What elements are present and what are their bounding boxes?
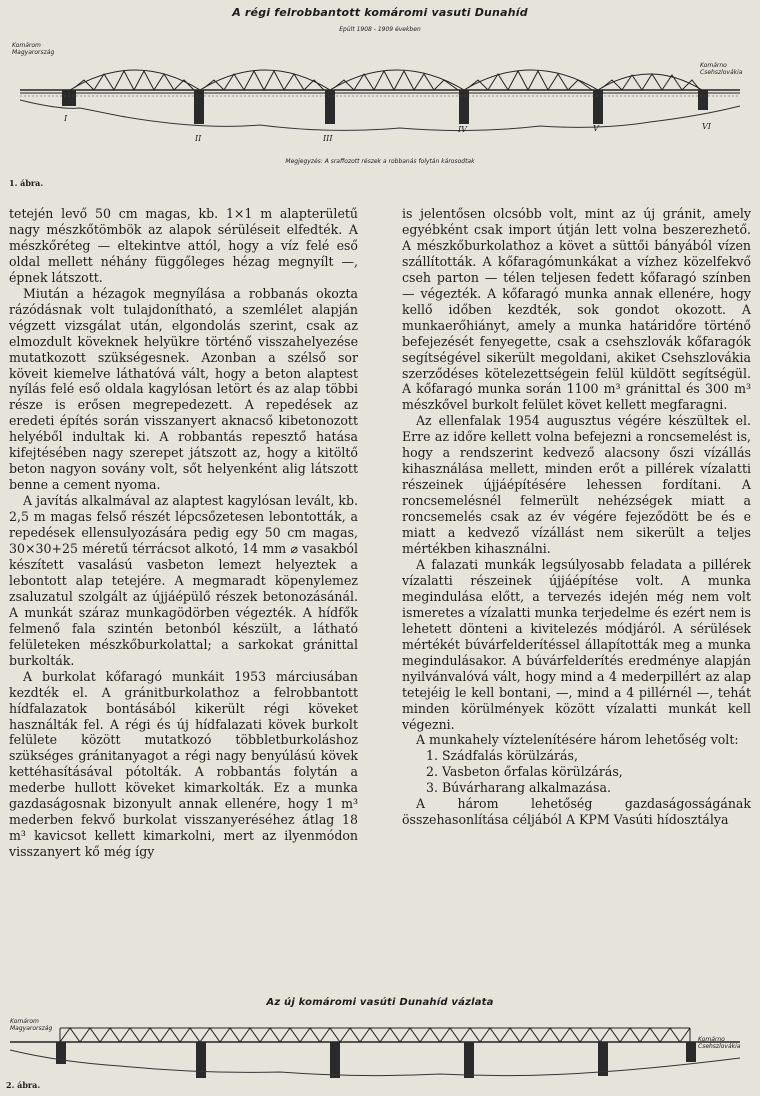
paragraph: is jelentősen olcsóbb volt, mint az új gránit, amely egyébként csak import útján lett volna beszerezhető. A mészkőburkolathoz a követ a süttői bányából vízen szállították. A kőfaragómunkákat a vízhez közelfekvő cseh parton — télen teljesen fedett kőfaragó színben — végezték. A kőfaragó munka annak ellenére, hogy kellő időben kezdték, sok gondot okozott. A munkaerőhiányt, amely a munka határidőre történő befejezését fenyegette, csak a csehszlovák kőfaragók segítségével sikerült megoldani, akiket Csehszlovákia szerződéses kötelezettségein felül küldött segítségül. A kőfaragó munka során 1100 m³ gránittal és 300 m³ mészkővel burkolt felület követ kellett megfaragni. [402,206,751,413]
list-item: 2. Vasbeton őrfalas körülzárás, [426,764,623,780]
left-column [9,206,358,860]
figure2-truss [10,1028,740,1042]
figure1-piers [62,90,708,124]
figure1-note: Megjegyzés: A sraffozott részek a robbanás folytán károsodtak [285,158,475,165]
paragraph: A falazati munkák legsúlyosabb feladata a pillérek vízalatti részeinek újjáépítése volt. A munka megindulása előtt, a tervezés idején még nem volt ismeretes a vízalatti munka terjedelme és ezért nem is lehetett dönteni a kivitelezés módjáról. A sérülések mértékét búvárfelderítéssel állapították meg a munka megindulásakor. A búvárfelderítés eredménye alapján nyilvánvalóvá vált, hogy mind a 4 mederpillért az alap tetejéig le kell bontani, —, mind a 4 pillérnél —, tehát minden körülmények között vízalatti munkát kell végezni. [402,556,751,732]
paragraph: tetején levő 50 cm magas, kb. 1×1 m alapterületű nagy mészkőtömbök az alapok sérüléseit elfedték. A mészkőréteg — eltekintve attól, hogy a víz felé eső oldal mellett néhány függőleges hézag megnyílt —, épnek látszott. [9,206,358,285]
figure1-pier-label: IV [458,125,467,134]
figure1-bridge-drawing [0,30,760,190]
figure1-right-bank-city: Komárno [700,62,727,69]
figure1-left-bank-country: Magyarország [12,49,55,56]
figure1-riverbed [20,100,740,131]
figure2-left-bank-city: Komárom [10,1018,39,1025]
figure1-pier-label: I [64,114,68,123]
figure1-pier-label: II [195,134,202,143]
paragraph: A javítás alkalmával az alaptest kagylósan levált, kb. 2,5 m magas felső részét lépcsőzetesen lebontották, a repedések ellensulyozására pedig egy 50 cm magas, 30×30+25 méretű térrácsot alkotó, 14 mm ⌀ vasakból készített vasalású vasbeton lemezt helyeztek a lebontott alap tetejére. A megmaradt köpenylemez zsaluzatul szolgált az újjáépülő részek betonozásánál. A munkát száraz munkagödörben végezték. A hídfők felmenő fala szintén betonból készült, a látható felületeken mészkőburkolattal; a sarkokat gránittal burkolták. [9,493,358,668]
figure2-left-bank-country: Magyarország [10,1025,53,1032]
list-item: 3. Búvárharang alkalmazása. [426,780,611,796]
figure1-truss [20,69,743,93]
figure1-subtitle: Epült 1908 - 1909 években [339,26,421,33]
figure1-title: A régi felrobbantott komáromi vasuti Dunahíd [232,6,528,19]
figure1-right-bank-country: Csehszlovákia [700,69,743,76]
figure1-left-bank-city: Komárom [12,42,41,49]
figure2-right-bank-city: Komárno [698,1036,725,1043]
figure2-number: 2. ábra. [6,1080,41,1090]
figure1-pier-label: V [593,124,599,133]
paragraph: Miután a hézagok megnyílása a robbanás okozta rázódásnak volt tulajdonítható, a szemlélet alapján végzett vizsgálat után, elgondolás szerint, csak az elmozdult köveknek helyükre történő visszahelyezése mutatkozott szükségesnek. Azonban a szélső sor köveit kiemelve láthatóvá vált, hogy a beton alaptest nyílás felé eső oldala kagylósan letört és az alap többi része is erősen megrepedezett. A repedések az eredeti építés során visszanyert aknacső kibetonozott helyéből indultak ki. A robbantás repesztő hatása kifejtésében nagy szerepet játszott az, hogy a kitöltő beton nagyon sovány volt, sőt helyenként alig látszott benne a cement nyoma. [9,285,358,493]
paragraph: Az ellenfalak 1954 augusztus végére készültek el. Erre az időre kellett volna befejezni a roncsemelést is, hogy a rendszerint kedvező alacsony őszi vízállás kihasználása mellett, minden erőt a pillérek vízalatti részeinek újjáépítésére lehessen fordítani. A roncsemelésnél felmerült nehézségek miatt a roncsemelés csak az év végére fejeződött be és e miatt a kedvező vízállást nem sikerült a teljes mértékben kihasználni. [402,413,751,557]
figure1-number: 1. ábra. [9,178,44,188]
figure1-pier-label: III [323,134,333,143]
figure2-title: Az új komáromi vasúti Dunahíd vázlata [266,997,494,1008]
figure2-bridge-drawing [0,1012,760,1092]
figure2-riverbed [10,1050,740,1076]
paragraph: A burkolat kőfaragó munkáit 1953 márciusában kezdték el. A gránitburkolathoz a felrobbantott hídfalazatok bontásából kikerült régi köveket használták fel. A régi és új hídfalazati kövek burkolt felülete között mutatkozó többletburkoláshoz szükséges gránitanyagot a régi nagy benyúlású kövek kettéhasításával pótolták. A robbantás folytán a mederbe hullott köveket kimarkolták. Ez a munka gazdaságosnak bizonyult annak ellenére, hogy 1 m³ mederben fekvő burkolat visszanyeréséhez átlag 18 m³ kavicsot kellett kimarkolni, mert az ilyenmódon visszanyert kő még így [9,668,358,860]
figure1-pier-label: VI [702,122,711,131]
right-column [402,206,751,828]
figure2-piers [56,1042,696,1078]
figure2-right-bank-country: Csehszlovákia [698,1043,741,1050]
list-item: 1. Szádfalás körülzárás, [426,748,578,764]
paragraph: A három lehetőség gazdaságosságának összehasonlítása céljából A KPM Vasúti hídosztálya [402,796,751,828]
paragraph: A munkahely víztelenítésére három lehetőség volt: [416,732,739,748]
